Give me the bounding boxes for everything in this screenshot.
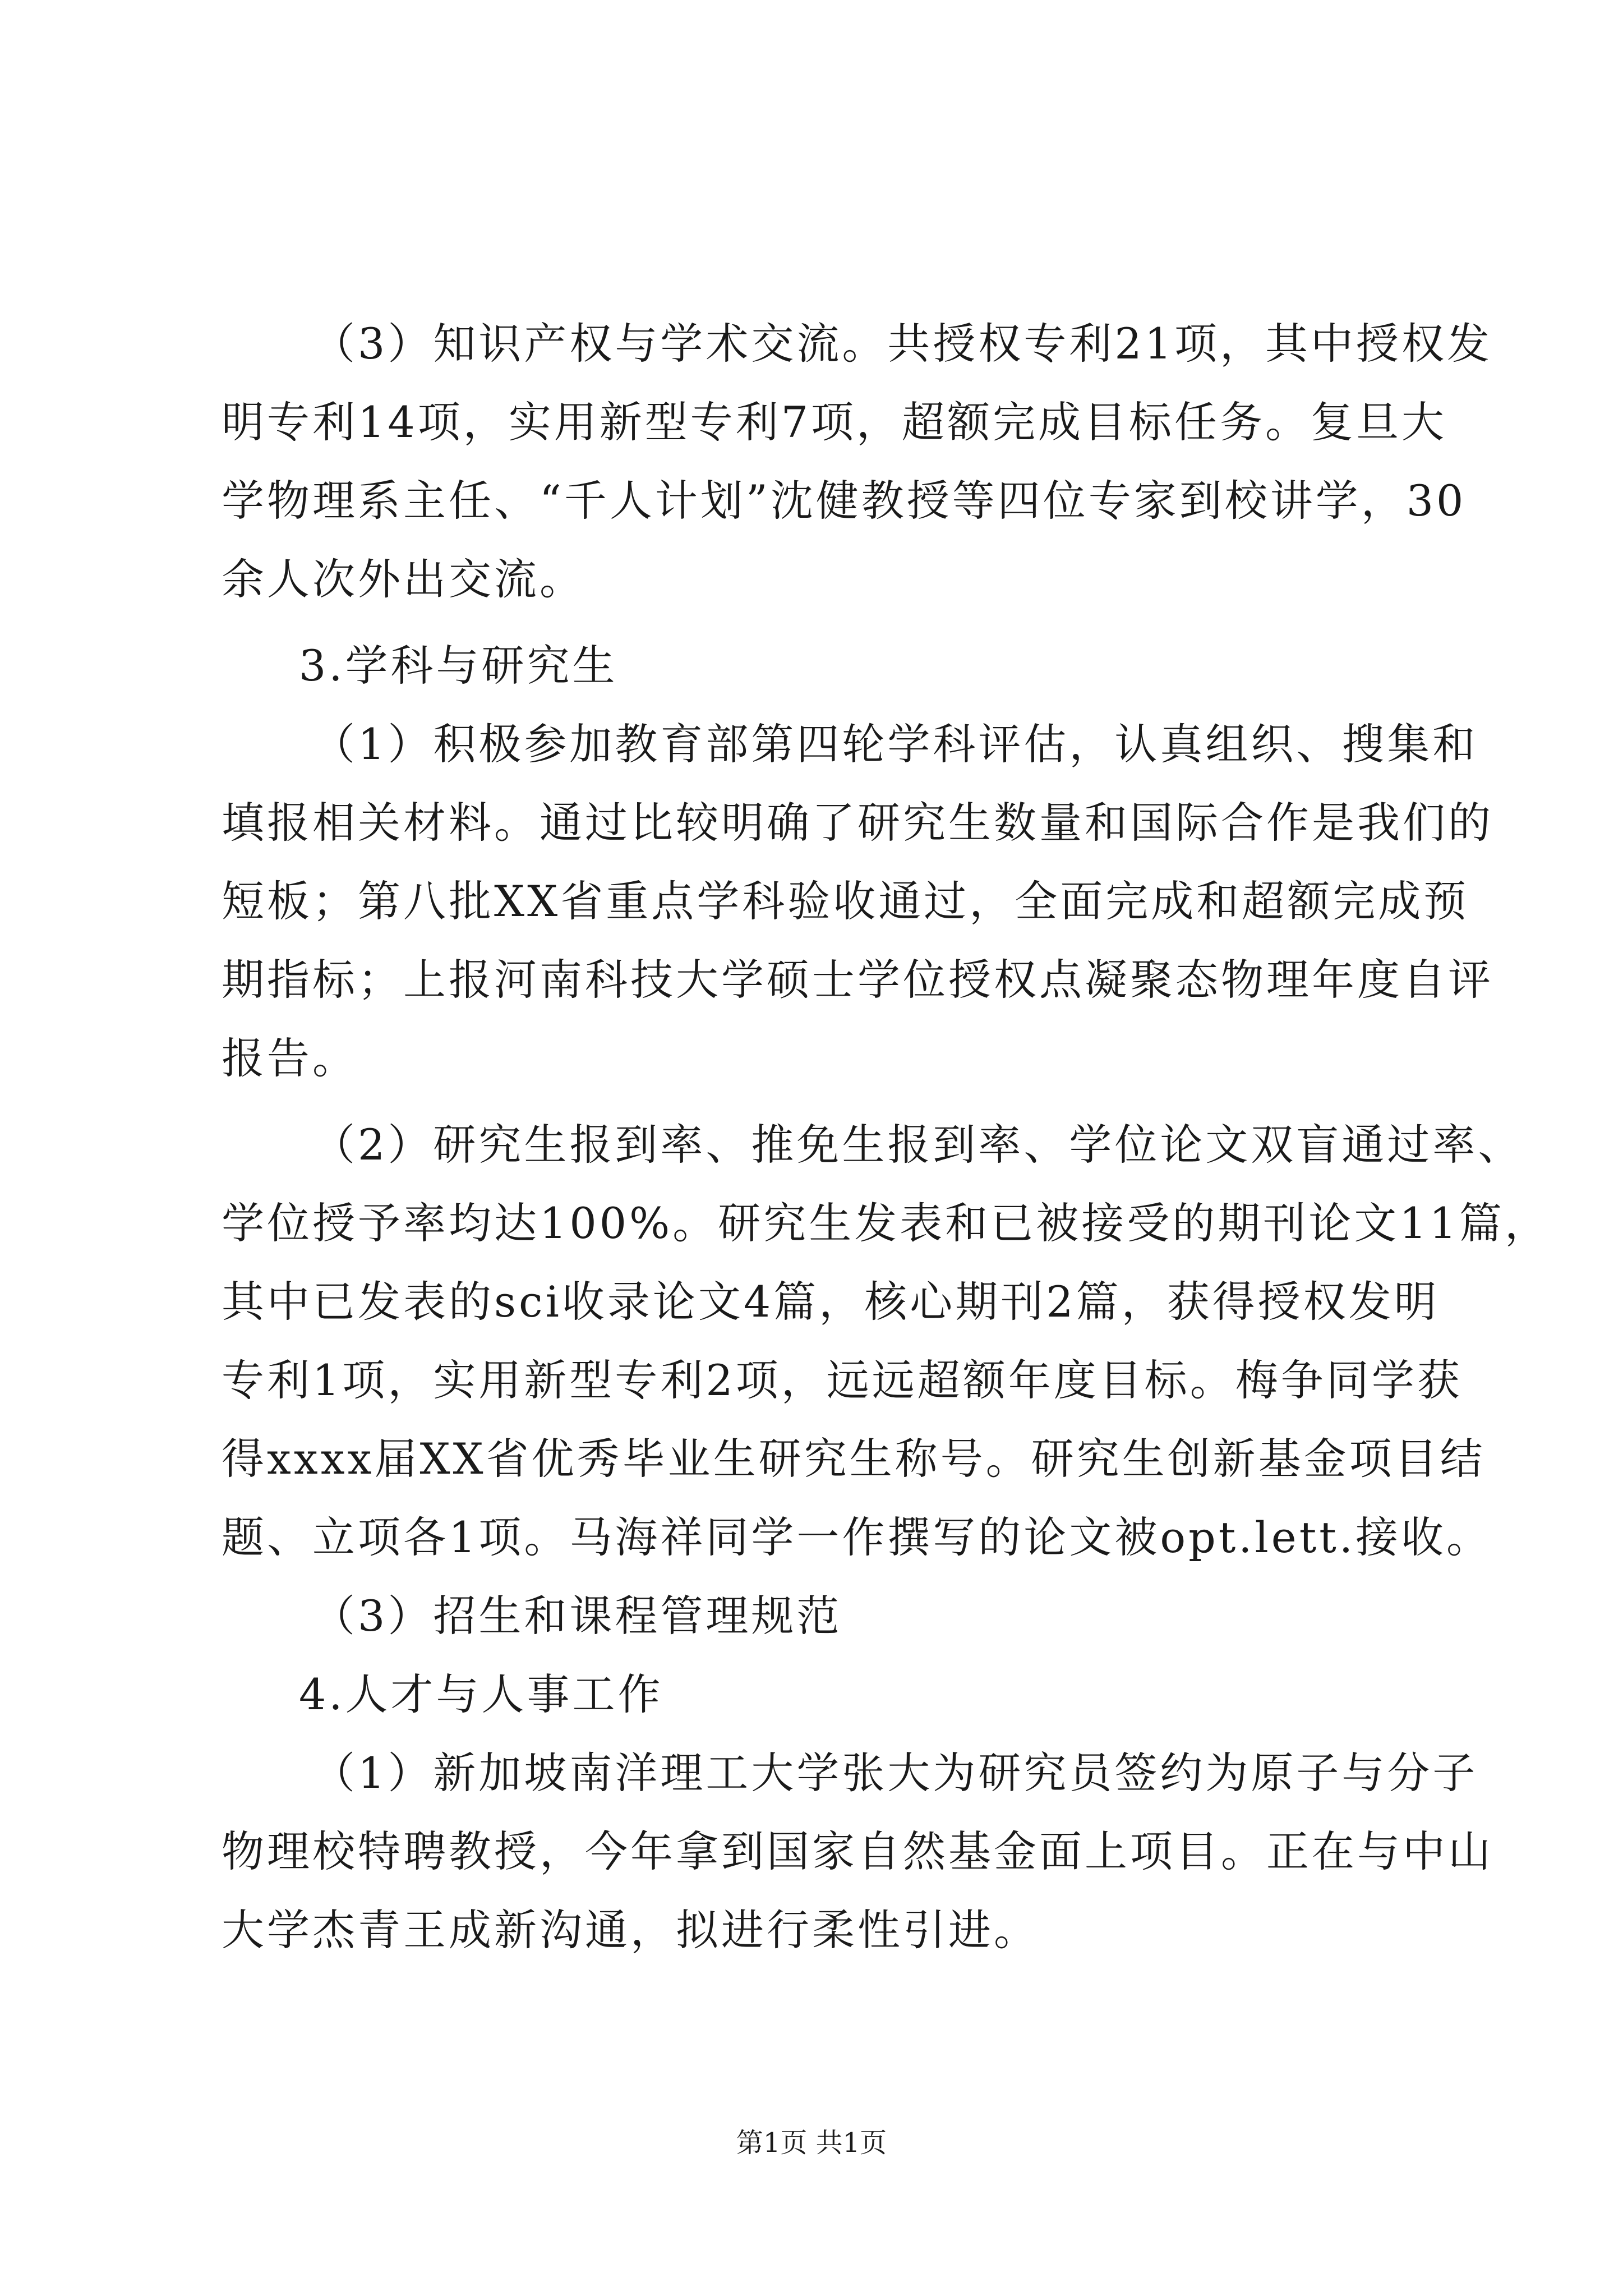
text-line: （2）研究生报到率、推免生报到率、学位论文双盲通过率、 [312, 1120, 1524, 1170]
text-line: 大学杰青王成新沟通，拟进行柔性引进。 [222, 1905, 1039, 1955]
section-heading: 3.学科与研究生 [299, 641, 618, 691]
text-line: 学位授予率均达100%。研究生发表和已被接受的期刊论文11篇， [222, 1198, 1550, 1248]
text-line: 填报相关材料。通过比较明确了研究生数量和国际合作是我们的 [222, 798, 1493, 848]
page-footer [0, 2126, 1623, 2160]
text-line: 报告。 [222, 1033, 358, 1083]
text-line: （1）新加坡南洋理工大学张大为研究员签约为原子与分子 [312, 1748, 1478, 1798]
text-line: （1）积极参加教育部第四轮学科评估，认真组织、搜集和 [312, 719, 1478, 769]
text-line: 明专利14项，实用新型专利7项，超额完成目标任务。复旦大 [222, 397, 1447, 447]
text-line: 其中已发表的sci收录论文4篇，核心期刊2篇，获得授权发明 [222, 1277, 1440, 1327]
text-line: 学物理系主任、“千人计划”沈健教授等四位专家到校讲学，30 [222, 476, 1467, 526]
text-line: 得xxxx届XX省优秀毕业生研究生称号。研究生创新基金项目结 [222, 1434, 1486, 1484]
text-line: 专利1项，实用新型专利2项，远远超额年度目标。梅争同学获 [222, 1355, 1463, 1405]
text-line: 物理校特聘教授，今年拿到国家自然基金面上项目。正在与中山 [222, 1826, 1493, 1876]
text-line: 期指标；上报河南科技大学硕士学位授权点凝聚态物理年度自评 [222, 955, 1493, 1005]
section-heading: 4.人才与人事工作 [299, 1669, 663, 1719]
text-line: 余人次外出交流。 [222, 554, 585, 604]
text-line: 题、立项各1项。马海祥同学一作撰写的论文被opt.lett.接收。 [222, 1512, 1492, 1562]
page-number-label: 第1页 共1页 [736, 2127, 887, 2159]
text-line: 短板；第八批XX省重点学科验收通过，全面完成和超额完成预 [222, 876, 1469, 926]
text-line: （3）知识产权与学术交流。共授权专利21项，其中授权发 [312, 319, 1493, 369]
text-line: （3）招生和课程管理规范 [312, 1591, 842, 1641]
